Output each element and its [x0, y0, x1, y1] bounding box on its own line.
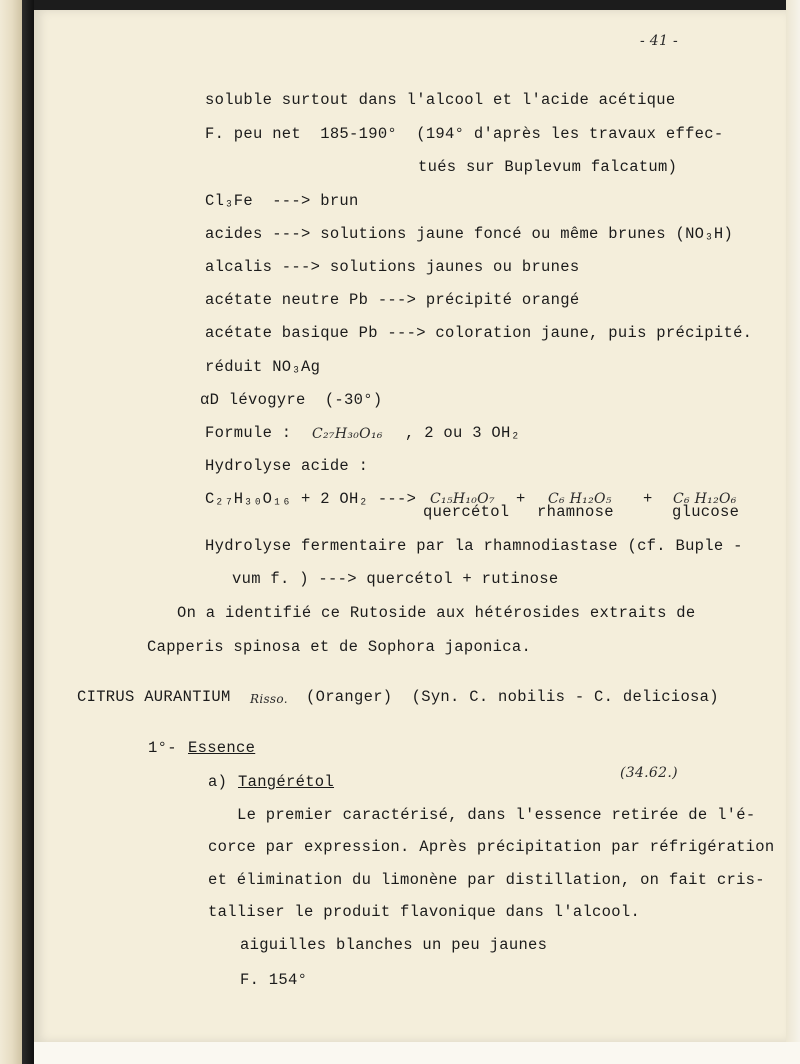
formula-label: Formule :	[205, 424, 292, 442]
text-line: talliser le produit flavonique dans l'alcool.	[208, 903, 641, 921]
text-line: et élimination du limonène par distillation, on fait cris-	[208, 871, 765, 889]
text-line: aiguilles blanches un peu jaunes	[240, 936, 548, 954]
section-title: Essence	[188, 739, 256, 757]
page-bottom-margin	[34, 1042, 800, 1064]
species-heading: CITRUS AURANTIUM	[77, 688, 231, 706]
plus-sign: +	[516, 490, 526, 508]
author-annotation: Risso.	[250, 692, 288, 706]
text-line: F. 154°	[240, 971, 308, 989]
text-line: Hydrolyse acide :	[205, 457, 369, 475]
plus-sign: +	[643, 490, 653, 508]
page-edge-right	[786, 0, 800, 1064]
hydrolysis-equation: C₂₇H₃₀O₁₆ + 2 OH₂ --->	[205, 490, 417, 508]
text-line: alcalis ---> solutions jaunes ou brunes	[205, 258, 580, 276]
subsection-number: a)	[208, 773, 228, 791]
text-line: αD lévogyre (-30°)	[200, 391, 383, 409]
text-line: Cl₃Fe ---> brun	[205, 192, 359, 210]
product-label: glucose	[672, 503, 740, 521]
product-label: rhamnose	[537, 503, 614, 521]
product-label: quercétol	[423, 503, 510, 521]
rutoside-formula: C₂₇H₃₀O₁₆	[312, 426, 383, 442]
book-gutter	[22, 0, 34, 1064]
subsection-title: Tangérétol	[238, 773, 335, 791]
page-number: - 41 -	[640, 33, 678, 49]
text-line: acétate basique Pb ---> coloration jaune, puis précipité.	[205, 324, 753, 342]
text-line: acides ---> solutions jaune foncé ou même brunes (NO₃H)	[205, 225, 734, 243]
glucose-formula: C₆ H₁₂O₆	[673, 491, 737, 507]
text-line: F. peu net 185-190° (194° d'après les travaux effec-	[205, 125, 724, 143]
text-line: vum f. ) ---> quercétol + rutinose	[232, 570, 559, 588]
section-number: 1°-	[148, 739, 177, 757]
text-line: corce par expression. Après précipitation par réfrigération	[208, 838, 775, 856]
text-line: Hydrolyse fermentaire par la rhamnodiastase (cf. Buple -	[205, 537, 743, 555]
text-line: tués sur Buplevum falcatum)	[418, 158, 678, 176]
facing-page-edge	[0, 0, 22, 1064]
text-line: réduit NO₃Ag	[205, 358, 321, 376]
hydration-note: , 2 ou 3 OH₂	[405, 424, 521, 442]
species-synonyms: (Oranger) (Syn. C. nobilis - C. deliciosa)	[306, 688, 719, 706]
text-line: Capperis spinosa et de Sophora japonica.	[147, 638, 532, 656]
text-line: On a identifié ce Rutoside aux hétérosides extraits de	[177, 604, 696, 622]
quercetol-formula: C₁₅H₁₀O₇	[430, 491, 495, 507]
rhamnose-formula: C₆ H₁₂O₅	[548, 491, 612, 507]
text-line: acétate neutre Pb ---> précipité orangé	[205, 291, 580, 309]
text-line: soluble surtout dans l'alcool et l'acide acétique	[205, 91, 676, 109]
text-line: Le premier caractérisé, dans l'essence retirée de l'é-	[237, 806, 756, 824]
reference-annotation: (34.62.)	[620, 765, 678, 781]
